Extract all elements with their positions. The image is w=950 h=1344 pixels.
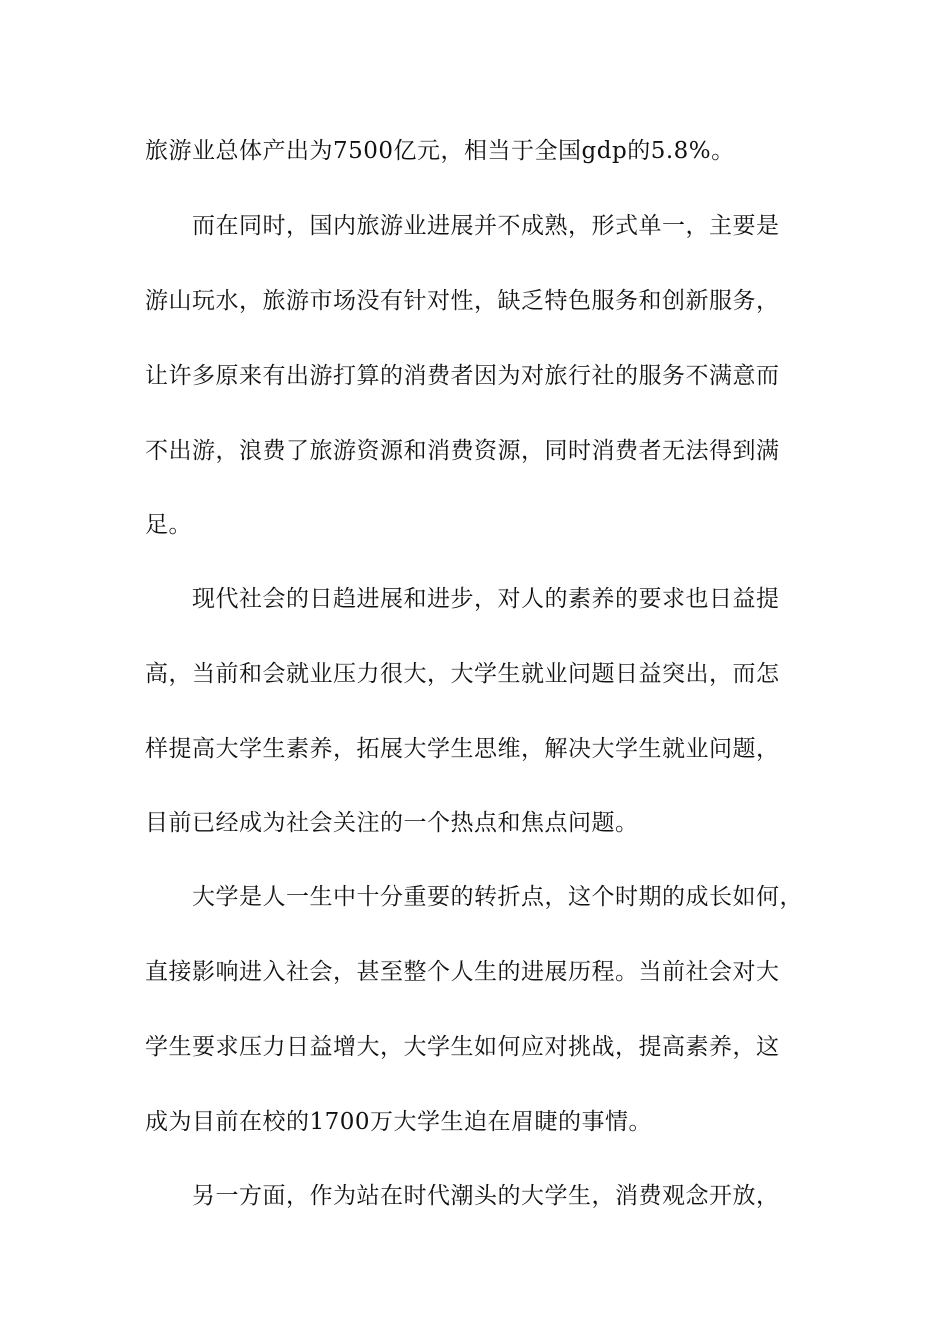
text-line: 目前已经成为社会关注的一个热点和焦点问题。 bbox=[145, 810, 639, 836]
paragraph-start-line: 而在同时，国内旅游业进展并不成熟，形式单一，主要是 bbox=[192, 213, 780, 239]
text-line: 成为目前在校的1700万大学生迫在眉睫的事情。 bbox=[145, 1109, 653, 1135]
paragraph-start-line: 另一方面，作为站在时代潮头的大学生，消费观念开放， bbox=[192, 1183, 780, 1209]
text-line: 让许多原来有出游打算的消费者因为对旅行社的服务不满意而 bbox=[145, 363, 780, 389]
text-line: 高，当前和会就业压力很大，大学生就业问题日益突出，而怎 bbox=[145, 661, 780, 687]
text-line: 不出游，浪费了旅游资源和消费资源，同时消费者无法得到满 bbox=[145, 438, 780, 464]
text-line: 旅游业总体产出为7500亿元，相当于全国gdp的5.8%。 bbox=[145, 138, 735, 164]
text-line: 样提高大学生素养，拓展大学生思维，解决大学生就业问题， bbox=[145, 736, 780, 762]
paragraph-start-line: 现代社会的日趋进展和进步，对人的素养的要求也日益提 bbox=[192, 586, 780, 612]
text-line: 直接影响进入社会，甚至整个人生的进展历程。当前社会对大 bbox=[145, 959, 780, 985]
paragraph-start-line: 大学是人一生中十分重要的转折点，这个时期的成长如何， bbox=[192, 884, 803, 910]
text-line: 游山玩水，旅游市场没有针对性，缺乏特色服务和创新服务， bbox=[145, 288, 780, 314]
text-line: 足。 bbox=[145, 512, 192, 538]
text-line: 学生要求压力日益增大，大学生如何应对挑战，提高素养，这 bbox=[145, 1034, 780, 1060]
